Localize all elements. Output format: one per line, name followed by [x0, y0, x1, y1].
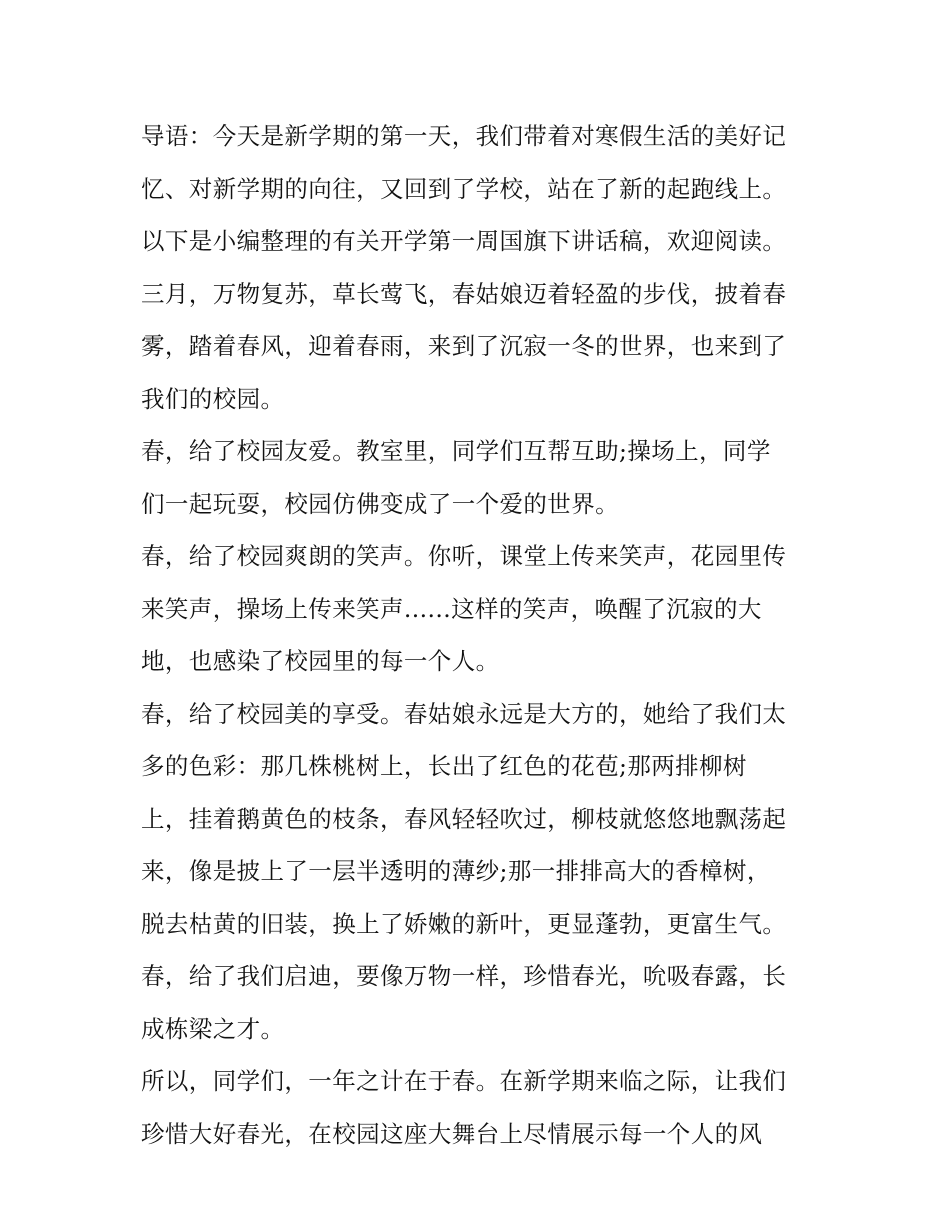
- text-line: 们一起玩耍，校园仿佛变成了一个爱的世界。: [141, 489, 619, 518]
- text-line: 我们的校园。: [141, 384, 285, 413]
- body-text: [141, 110, 831, 1160]
- text-line: 成栋梁之才。: [141, 1014, 285, 1043]
- text-line: 多的色彩：那几株桃树上，长出了红色的花苞;那两排柳树: [141, 752, 747, 780]
- text-line: 来，像是披上了一层半透明的薄纱;那一排排高大的香樟树，: [141, 857, 771, 885]
- text-line: 春，给了校园美的享受。春姑娘永远是大方的，她给了我们太: [141, 699, 787, 728]
- text-line: 忆、对新学期的向往，又回到了学校，站在了新的起跑线上。: [141, 174, 787, 203]
- text-line: 导语：今天是新学期的第一天，我们带着对寒假生活的美好记: [141, 122, 787, 150]
- text-line: 春，给了校园友爱。教室里，同学们互帮互助;操场上，同学: [141, 437, 771, 465]
- text-line: 脱去枯黄的旧装，换上了娇嫩的新叶，更显蓬勃，更富生气。: [141, 909, 787, 938]
- text-line: 来笑声，操场上传来笑声......这样的笑声，唤醒了沉寂的大: [141, 594, 762, 623]
- text-line: 所以，同学们，一年之计在于春。在新学期来临之际，让我们: [141, 1067, 787, 1095]
- text-line: 春，给了校园爽朗的笑声。你听，课堂上传来笑声，花园里传: [141, 542, 787, 570]
- text-line: 地，也感染了校园里的每一个人。: [141, 647, 500, 675]
- text-line: 珍惜大好春光，在校园这座大舞台上尽情展示每一个人的风: [141, 1119, 763, 1148]
- text-line: 以下是小编整理的有关开学第一周国旗下讲话稿，欢迎阅读。: [141, 227, 787, 255]
- text-line: 三月，万物复苏，草长莺飞，春姑娘迈着轻盈的步伐，披着春: [141, 279, 787, 308]
- text-line: 上，挂着鹅黄色的枝条，春风轻轻吹过，柳枝就悠悠地飘荡起: [141, 804, 787, 833]
- text-line: 春，给了我们启迪，要像万物一样，珍惜春光，吮吸春露，长: [141, 962, 787, 990]
- text-line: 雾，踏着春风，迎着春雨，来到了沉寂一冬的世界，也来到了: [141, 332, 787, 360]
